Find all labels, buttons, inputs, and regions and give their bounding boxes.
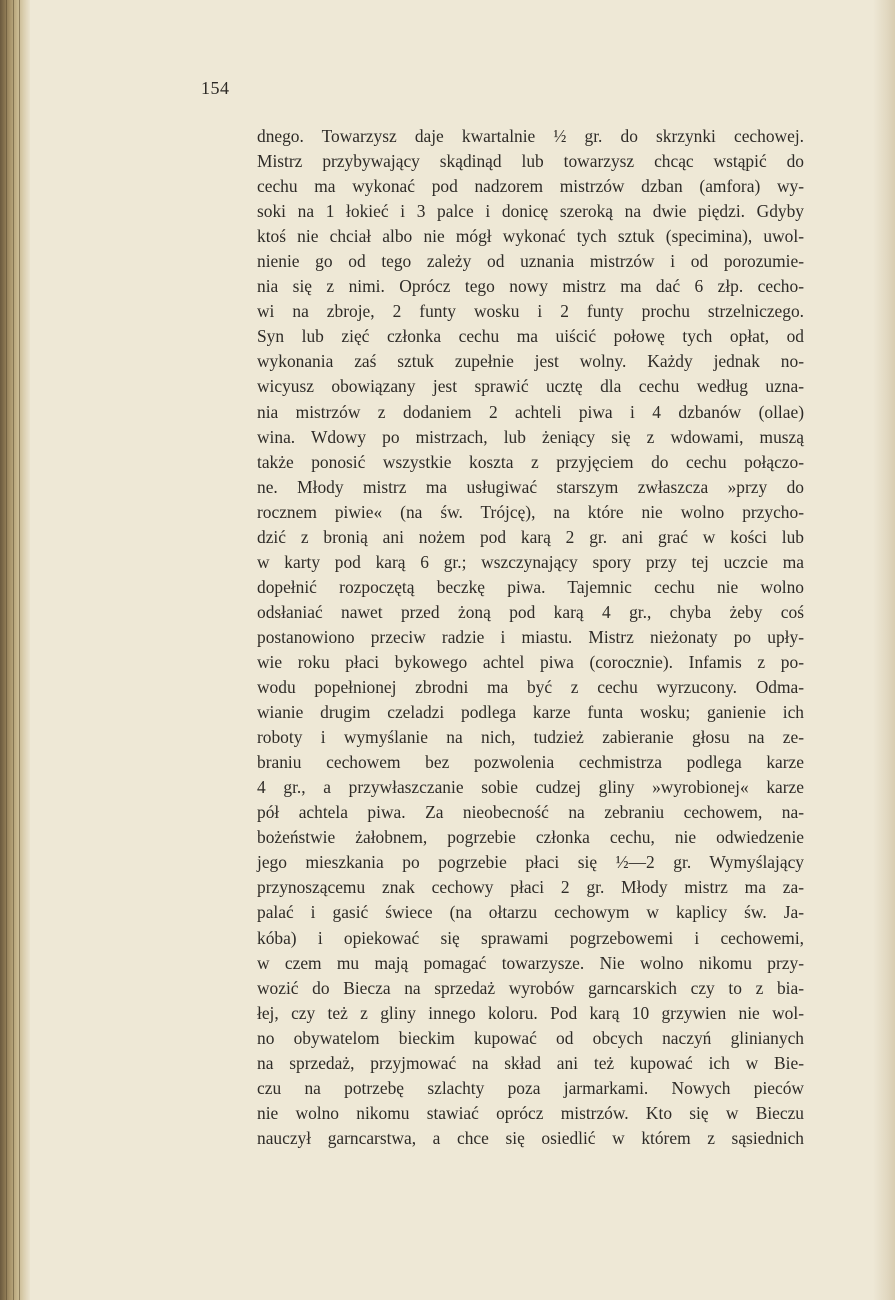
text-line: czu na potrzebę szlachty poza jarmarkami. Nowych pieców — [257, 1077, 804, 1098]
text-line: pół achtela piwa. Za nieobecność na zebraniu cechowem, na- — [257, 802, 804, 823]
text-line: jego mieszkania po pogrzebie płaci się ½—2 gr. Wymyślający — [257, 852, 804, 873]
text-line: Mistrz przybywający skądinąd lub towarzysz chcąc wstąpić do — [257, 151, 804, 172]
text-line: roboty i wymyślanie na nich, tudzież zabieranie głosu na ze- — [257, 727, 804, 748]
text-line: przynoszącemu znak cechowy płaci 2 gr. Młody mistrz ma za- — [257, 877, 804, 898]
text-line: Syn lub zięć członka cechu ma uiścić połowę tych opłat, od — [257, 326, 804, 347]
text-line: wozić do Biecza na sprzedaż wyrobów garncarskich czy to z bia- — [257, 977, 804, 998]
text-line: w czem mu mają pomagać towarzysze. Nie wolno nikomu przy- — [257, 952, 804, 973]
text-line: ktoś nie chciał albo nie mógł wykonać tych sztuk (specimina), uwol- — [257, 226, 804, 247]
text-line: kóba) i opiekować się sprawami pogrzebowemi i cechowemi, — [257, 927, 804, 948]
text-line: no obywatelom bieckim kupować od obcych naczyń glinianych — [257, 1027, 804, 1048]
text-line: wodu popełnionej zbrodni ma być z cechu wyrzucony. Odma- — [257, 677, 804, 698]
text-line: braniu cechowem bez pozwolenia cechmistrza podlega karze — [257, 752, 804, 773]
text-line: nauczył garncarstwa, a chce się osiedlić w którem z sąsiednich — [257, 1127, 804, 1148]
text-line: w karty pod karą 6 gr.; wszczynający spory przy tej uczcie ma — [257, 551, 804, 572]
page-binding — [0, 0, 30, 1300]
text-line: wie roku płaci bykowego achtel piwa (corocznie). Infamis z po- — [257, 651, 804, 672]
text-line: palać i gasić świece (na ołtarzu cechowym w kaplicy św. Ja- — [257, 902, 804, 923]
page-edge — [873, 0, 895, 1300]
text-line: dzić z bronią ani nożem pod karą 2 gr. ani grać w kości lub — [257, 526, 804, 547]
text-line: wicyusz obowiązany jest sprawić ucztę dla cechu według uzna- — [257, 376, 804, 397]
text-line: wina. Wdowy po mistrzach, lub żeniący się z wdowami, muszą — [257, 426, 804, 447]
text-line: nia mistrzów z dodaniem 2 achteli piwa i 4 dzbanów (ollae) — [257, 401, 804, 422]
text-line: bożeństwie żałobnem, pogrzebie członka cechu, nie odwiedzenie — [257, 827, 804, 848]
text-line: cechu ma wykonać pod nadzorem mistrzów dzban (amfora) wy- — [257, 176, 804, 197]
page-number: 154 — [201, 78, 230, 98]
text-line: łej, czy też z gliny innego koloru. Pod karą 10 grzywien nie wol- — [257, 1002, 804, 1023]
binding-edge — [6, 0, 7, 1300]
text-line: wi na zbroje, 2 funty wosku i 2 funty prochu strzelniczego. — [257, 301, 804, 322]
text-line: soki na 1 łokieć i 3 palce i donicę szeroką na dwie piędzi. Gdyby — [257, 201, 804, 222]
text-line: wykonania zaś sztuk zupełnie jest wolny. Każdy jednak no- — [257, 351, 804, 372]
text-line: nia się z nimi. Oprócz tego nowy mistrz ma dać 6 złp. cecho- — [257, 276, 804, 297]
text-line: nienie go od tego zależy od uznania mistrzów i od porozumie- — [257, 251, 804, 272]
text-line: dnego. Towarzysz daje kwartalnie ½ gr. do skrzynki cechowej. — [257, 126, 804, 146]
text-line: nie wolno nikomu stawiać oprócz mistrzów. Kto się w Bieczu — [257, 1102, 804, 1123]
text-line: 4 gr., a przywłaszczanie sobie cudzej gliny »wyrobionej« karze — [257, 777, 804, 798]
body-text — [257, 124, 804, 1151]
text-line: odsłaniać nawet przed żoną pod karą 4 gr., chyba żeby coś — [257, 601, 804, 622]
text-line: ne. Młody mistrz ma usługiwać starszym zwłaszcza »przy do — [257, 476, 804, 497]
text-line: wianie drugim czeladzi podlega karze funta wosku; ganienie ich — [257, 702, 804, 723]
text-line: dopełnić rozpoczętą beczkę piwa. Tajemnic cechu nie wolno — [257, 576, 804, 597]
binding-edge — [13, 0, 14, 1300]
text-line: postanowiono przeciw radzie i miastu. Mistrz nieżonaty po upły- — [257, 626, 804, 647]
binding-edge — [19, 0, 20, 1300]
text-line: także ponosić wszystkie koszta z przyjęciem do cechu połączo- — [257, 451, 804, 472]
text-line: na sprzedaż, przyjmować na skład ani też kupować ich w Bie- — [257, 1052, 804, 1073]
text-line: rocznem piwie« (na św. Trójcę), na które nie wolno przycho- — [257, 501, 804, 522]
